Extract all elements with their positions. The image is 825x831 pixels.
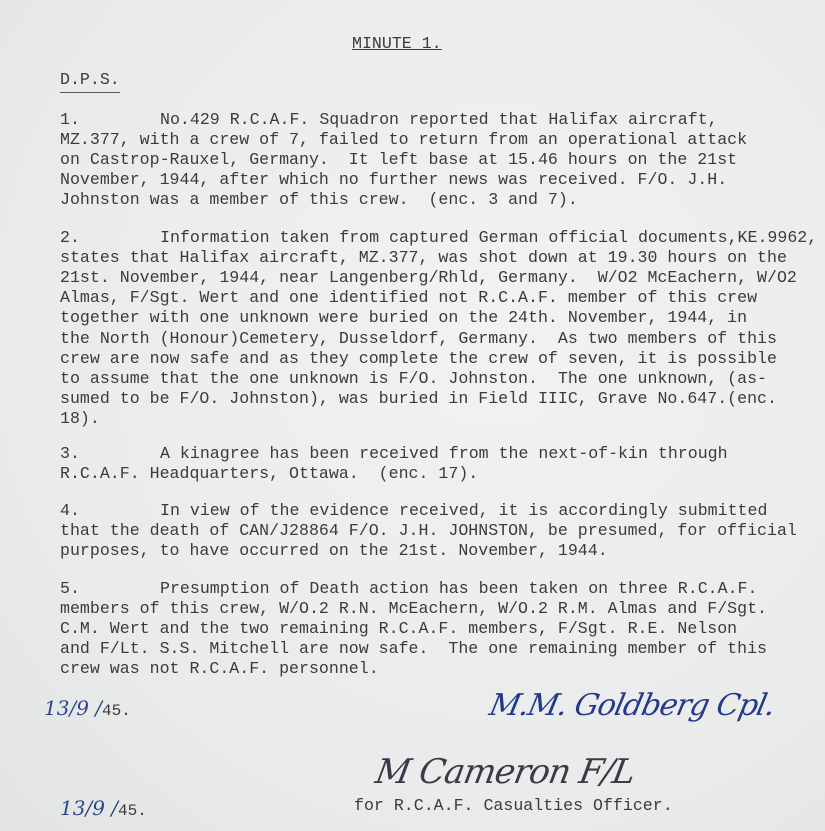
paragraph-number: 4. [60, 501, 80, 520]
paragraph-line: No.429 R.C.A.F. Squadron reported that Halifax aircraft, [160, 110, 718, 129]
date-first-hand: 13/9 / [44, 696, 103, 720]
paragraph-line: 18). [60, 408, 100, 428]
casualties-officer-line: for R.C.A.F. Casualties Officer. [354, 796, 673, 815]
date-first [44, 696, 131, 720]
paragraph-number: 2. [60, 228, 80, 247]
paragraph-line: C.M. Wert and the two remaining R.C.A.F. members, F/Sgt. R.E. Nelson [60, 619, 738, 639]
paragraph-line: R.C.A.F. Headquarters, Ottawa. (enc. 17). [60, 464, 479, 484]
paragraph-line: purposes, to have occurred on the 21st. November, 1944. [60, 541, 608, 561]
paragraph-line: on Castrop-Rauxel, Germany. It left base at 15.46 hours on the 21st [60, 150, 738, 170]
paragraph-line: MZ.377, with a crew of 7, failed to return from an operational attack [60, 130, 748, 150]
paragraph-line: 21st. November, 1944, near Langenberg/Rhld, Germany. W/O2 McEachern, W/O2 [60, 268, 797, 288]
paragraph-line: In view of the evidence received, it is accordingly submitted [160, 501, 768, 520]
paragraph-line: crew are now safe and as they complete the crew of seven, it is possible [60, 348, 777, 368]
addressee: D.P.S. [60, 70, 120, 89]
paragraph-line: the North (Honour)Cemetery, Dusseldorf, Germany. As two members of this [60, 328, 777, 348]
paragraph-line: Johnston was a member of this crew. (enc. 3 and 7). [60, 190, 578, 210]
paragraph-line: crew was not R.C.A.F. personnel. [60, 659, 379, 679]
paragraph-line: November, 1944, after which no further news was received. F/O. J.H. [60, 170, 728, 190]
signature-cameron: M Cameron F/L [372, 752, 638, 792]
signature-goldberg: M.M. Goldberg Cpl. [486, 688, 778, 723]
paragraph-line: and F/Lt. S.S. Mitchell are now safe. The one remaining member of this [60, 639, 768, 659]
paragraph-line: that the death of CAN/J28864 F/O. J.H. JOHNSTON, be presumed, for official [60, 521, 797, 541]
date-second-hand: 13/9 / [60, 796, 119, 820]
addressee-underline [60, 92, 120, 93]
paragraph-line: Presumption of Death action has been taken on three R.C.A.F. [160, 579, 758, 598]
date-first-typed: 45. [102, 702, 131, 720]
paragraph-line: sumed to be F/O. Johnston), was buried in Field IIIC, Grave No.647.(enc. [60, 388, 777, 408]
paragraph-line: to assume that the one unknown is F/O. Johnston. The one unknown, (as- [60, 368, 768, 388]
paragraph-number: 1. [60, 110, 80, 129]
paragraph-line: A kinagree has been received from the next-of-kin through [160, 444, 728, 463]
date-second [60, 796, 147, 820]
paragraph-number: 5. [60, 579, 80, 598]
paragraph-line: members of this crew, W/O.2 R.N. McEachern, W/O.2 R.M. Almas and F/Sgt. [60, 599, 768, 619]
paragraph-number: 3. [60, 444, 80, 463]
minute-title: MINUTE 1. [352, 34, 442, 53]
paragraph-line: states that Halifax aircraft, MZ.377, was shot down at 19.30 hours on the [60, 248, 787, 268]
paragraph-line: Information taken from captured German official documents,KE.9962, [160, 228, 818, 247]
paragraph-line: together with one unknown were buried on the 24th. November, 1944, in [60, 308, 748, 328]
paragraph-line: Almas, F/Sgt. Wert and one identified not R.C.A.F. member of this crew [60, 288, 758, 308]
date-second-typed: 45. [118, 802, 147, 820]
